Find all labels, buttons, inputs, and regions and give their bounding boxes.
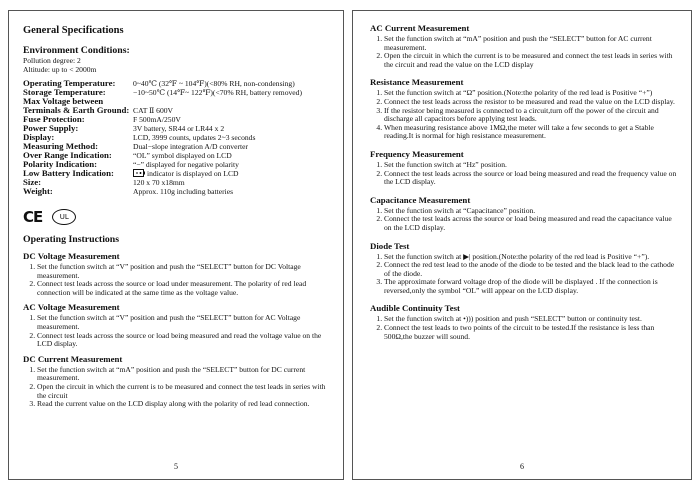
diode-test-section [370,241,681,296]
environment-line-1: Pollution degree: 2 [23,56,81,65]
frequency-section [370,149,681,187]
list-item: 1. Set the function switch at “Ω” position.(Note:the polarity of the red lead is Positive “+”) [384,89,681,98]
page-number: 5 [174,462,178,471]
instruction-list [370,207,681,233]
section-heading: DC Voltage Measurement [23,251,120,261]
list-item: 1. Set the function switch at “V” position and push the “SELECT” button for AC Voltage measurement. [37,314,333,331]
page-number: 6 [520,462,524,471]
instruction-list [370,161,681,187]
spec-table [23,79,333,196]
spec-label: Weight: [23,186,53,196]
spec-label: Storage Temperature: [23,87,106,97]
list-item: 3. If the resistor being measured is connected to a circuit,turn off the power of the circuit and discharge all capacitors before applying test leads. [384,107,681,124]
spec-label: Terminals & Earth Ground: [23,105,130,115]
capacitance-section [370,195,681,233]
spec-label: Over Range Indication: [23,150,112,160]
instruction-list [370,35,681,69]
spec-value: “OL” symbol displayed on LCD [133,151,232,160]
spec-label: Fuse Protection: [23,114,85,124]
list-item: 3. The approximate forward voltage drop of the diode will be displayed . If the connection is reversed,only the symbol “OL” will appear on the LCD display. [384,278,681,295]
section-heading: Frequency Measurement [370,148,464,159]
section-heading: DC Current Measurement [23,353,123,364]
ac-current-section [370,23,681,69]
environment-heading: Environment Conditions: [23,45,130,56]
instruction-list [370,315,681,341]
spec-label: Display: [23,132,55,142]
section-heading: AC Current Measurement [370,23,470,33]
section-heading: AC Voltage Measurement [23,302,120,313]
left-column [23,25,333,409]
ac-voltage-section [23,302,333,348]
spec-value [133,169,333,178]
instruction-list [23,366,333,409]
spec-value-text: indicator is displayed on LCD [147,169,239,178]
continuity-test-section [370,303,681,341]
spec-value: Approx. 110g including batteries [133,187,234,196]
list-item: 1. Set the function switch at ▶| position.(Note:the polarity of the red lead is Positive “+”). [384,253,681,262]
instruction-list [23,314,333,348]
spec-row [23,187,333,196]
spec-value: 0~40℃ (32℉ ~ 104℉)(<80% RH, non-condensing) [133,79,295,88]
list-item: 1. Set the function switch at •))) position and push “SELECT” button or continuity test. [384,315,681,324]
certification-marks [23,208,333,226]
spec-label: Max Voltage between [23,96,104,106]
battery-icon [133,169,145,177]
list-item: 2. Connect the test leads to two points of the circuit to be tested.If the resistance is less than 500Ω,the buzzer will sound. [384,324,681,341]
list-item: 1. Set the function switch at “V” position and push the “SELECT” button for DC Voltage measurement. [37,263,333,280]
spec-value: −10~50℃ (14℉~ 122℉)(<70% RH, battery removed) [133,88,302,97]
ul-mark-icon: UL [52,209,76,225]
spec-value: 3V battery, SR44 or LR44 x 2 [133,124,225,133]
list-item: 2. Connect test leads across the source or load under measurement. The polarity of red lead connection will be indicated at the same time as the voltage value. [37,280,333,297]
spec-label: Size: [23,177,42,187]
spec-label: Polarity Indication: [23,159,98,169]
list-item: 1. Set the function switch at “mA” position and push the “SELECT” button for DC current measurement. [37,366,333,383]
resistance-section [370,77,681,141]
spec-label: Operating Temperature: [23,78,116,88]
list-item: 2. Open the circuit in which the current is to be measured and connect the test leads in series with the circuit and read the value on the LCD display [384,52,681,69]
section-heading: Capacitance Measurement [370,194,471,205]
spec-value: F 500mA/250V [133,115,181,124]
manual-page-right [352,10,692,480]
environment-line-2: Altitude: up to < 2000m [23,65,97,74]
list-item: 2. Connect the test leads across the source or load being measured and read the capacitance value on the LCD display. [384,215,681,232]
list-item: 2. Open the circuit in which the current is to be measured and connect the test leads in series with the circuit [37,383,333,400]
section-heading: Diode Test [370,240,410,251]
spec-label: Measuring Method: [23,141,99,151]
list-item: 1. Set the function switch at “mA” position and push the “SELECT” button for AC current measurement. [384,35,681,52]
general-specifications-title: General Specifications [23,25,124,36]
list-item: 4. When measuring resistance above 1MΩ,the meter will take a few seconds to get a Stable reading.It is normal for high resistance measurement. [384,124,681,141]
dc-current-section [23,354,333,409]
instruction-list [370,89,681,141]
section-heading: Resistance Measurement [370,77,464,88]
section-heading: Audible Continuity Test [370,303,460,314]
spec-label: Power Supply: [23,123,79,133]
spec-value: CAT Ⅱ 600V [133,106,174,115]
instruction-list [23,263,333,297]
spec-row [23,124,333,133]
right-column [370,23,681,341]
instruction-list [370,253,681,296]
spec-label: Low Battery Indication: [23,168,114,178]
spec-value: “−” displayed for negative polarity [133,160,239,169]
spec-value: LCD, 3999 counts, updates 2~3 seconds [133,133,256,142]
list-item: 3. Read the current value on the LCD display along with the polarity of red lead connection. [37,400,333,409]
spec-value: Dual−slope integration A/D converter [133,142,248,151]
spec-row [23,169,333,178]
list-item: 2. Connect test leads across the source or load being measured and read the voltage value on the LCD display. [37,332,333,349]
list-item: 1. Set the function switch at “Hz” position. [384,161,681,170]
operating-instructions-heading: Operating Instructions [23,234,120,245]
spec-value: 120 x 70 x18mm [133,178,185,187]
list-item: 2. Connect the red test lead to the anode of the diode to be tested and the black lead to the cathode of the diode. [384,261,681,278]
list-item: 2. Connect the test leads across the resistor to be measured and read the value on the LCD display. [384,98,681,107]
dc-voltage-section [23,251,333,297]
list-item: 1. Set the function switch at “Capacitance” position. [384,207,681,216]
spec-row [23,178,333,187]
list-item: 2. Connect the test leads across the source or load being measured and read the frequency value on the LCD display. [384,170,681,187]
ce-mark-icon: CE [23,208,43,226]
manual-page-left [8,10,344,480]
